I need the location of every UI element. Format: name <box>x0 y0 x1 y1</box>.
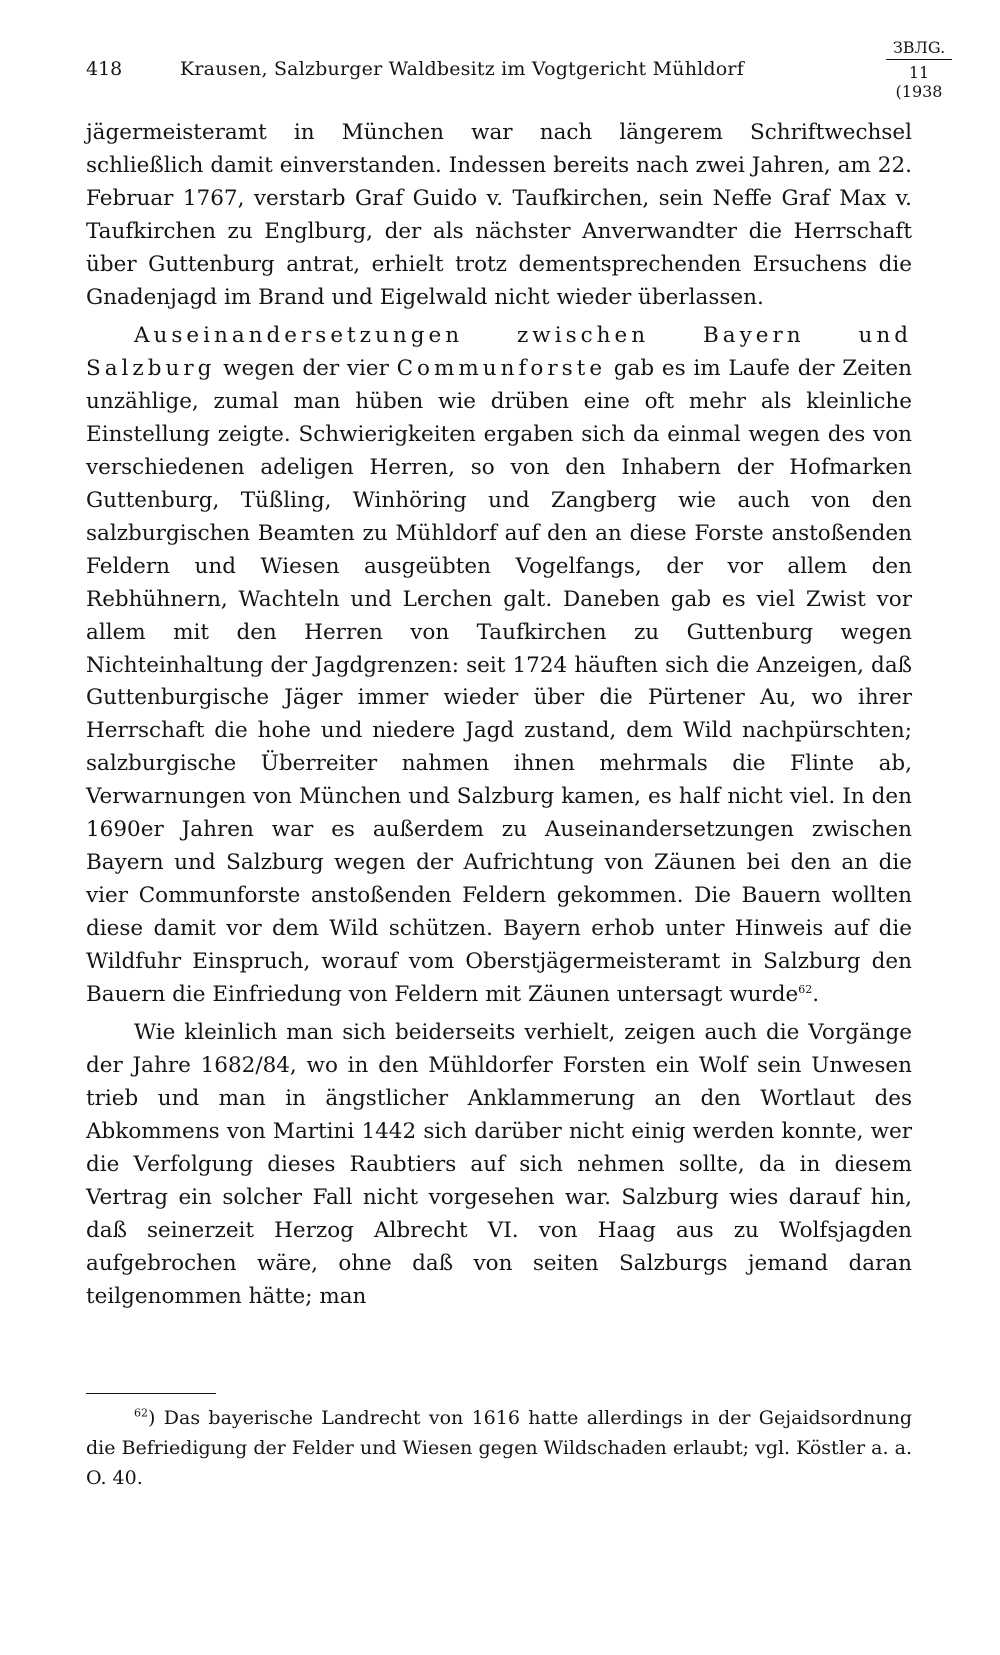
paragraph-2-text-b: gab es im Laufe der Zeiten unzählige, zumal man hüben wie drüben eine oft mehr als kleinliche Einstellung zeigte. Schwierigkeiten ergaben sich da einmal wegen des von verschiedenen adeligen Herren, so von den Inhabern der Hofmarken Guttenburg, Tüßling, Winhöring und Zangberg wie auch von den salzburgischen Beamten zu Mühldorf auf den an diese Forste anstoßenden Feldern und Wiesen ausgeübten Vogelfangs, der vor allem den Rebhühnern, Wachteln und Lerchen galt. Daneben gab es viel Zwist vor allem mit den Herren von Taufkirchen zu Guttenburg wegen Nichteinhaltung der Jagdgrenzen: seit 1724 häuften sich die Anzeigen, daß Guttenburgische Jäger immer wieder über die Pürtener Au, wo ihrer Herrschaft die hohe und niedere Jagd zustand, dem Wild nachpürschten; salzburgische Überreiter nahmen ihnen mehrmals die Flinte ab, Verwarnungen von München und Salzburg kamen, es half nicht viel. In den 1690er Jahren war es außerdem zu Auseinandersetzungen zwischen Bayern und Salzburg wegen der Aufrichtung von Zäunen bei den an die vier Communforste anstoßenden Feldern gekommen. Die Bauern wollten diese damit vor dem Wild schützen. Bayern erhob unter Hinweis auf die Wildfuhr Einspruch, worauf vom Oberstjägermeisteramt in Salzburg den Bauern die Einfriedung von Feldern mit Zäunen untersagt wurde <box>86 356 912 1007</box>
running-title: Krausen, Salzburger Waldbesitz im Vogtgericht Mühldorf <box>180 58 744 80</box>
main-text <box>86 117 912 1314</box>
paragraph-2-end: . <box>812 981 820 1007</box>
paragraph-2 <box>86 320 912 1011</box>
footnote-marker: 62 <box>134 1406 148 1420</box>
journal-reference <box>886 38 952 101</box>
footnote-text: ) Das bayerische Landrecht von 1616 hatte allerdings in der Gejaidsordnung die Befriedigung der Felder und Wiesen gegen Wildschaden erlaubt; vgl. Köstler a. a. O. 40. <box>86 1407 912 1489</box>
paragraph-1: jägermeisteramt in München war nach längerem Schriftwechsel schließlich damit einverstanden. Indessen bereits nach zwei Jahren, am 22. Februar 1767, verstarb Graf Guido v. Taufkirchen, sein Neffe Graf Max v. Taufkirchen zu Englburg, der als nächster Anverwandter die Herrschaft über Guttenburg antrat, erhielt trotz dementsprechenden Ersuchens die Gnadenjagd im Brand und Eigelwald nicht wieder überlassen. <box>86 120 912 310</box>
footnote-reference[interactable]: 62 <box>798 982 813 996</box>
paragraph-2-text-a: wegen der vier <box>215 356 397 382</box>
footnote <box>86 1403 912 1493</box>
page-header <box>86 38 952 101</box>
footnote-divider <box>86 1393 216 1394</box>
spaced-emphasis-2: Communforste <box>396 356 607 382</box>
journal-volume: 11 (1938 <box>895 63 943 101</box>
journal-abbreviation: ЗВЛG. <box>886 38 952 60</box>
spaced-emphasis-1: Auseinandersetzungen zwischen Bayern und Salzburg <box>86 323 912 382</box>
paragraph-3: Wie kleinlich man sich beiderseits verhielt, zeigen auch die Vorgänge der Jahre 1682/84, wo in den Mühldorfer Forsten ein Wolf sein Unwesen trieb und man in ängstlicher Anklammerung an den Wortlaut des Abkommens von Martini 1442 sich darüber nicht einig werden konnte, wer die Verfolgung dieses Raubtiers auf sich nehmen sollte, da in diesem Vertrag ein solcher Fall nicht vorgesehen war. Salzburg wies darauf hin, daß seinerzeit Herzog Albrecht VI. von Haag aus zu Wolfsjagden aufgebrochen wäre, ohne daß von seiten Salzburgs jemand daran teilgenommen hätte; man <box>86 1020 912 1309</box>
page-number: 418 <box>86 58 123 80</box>
